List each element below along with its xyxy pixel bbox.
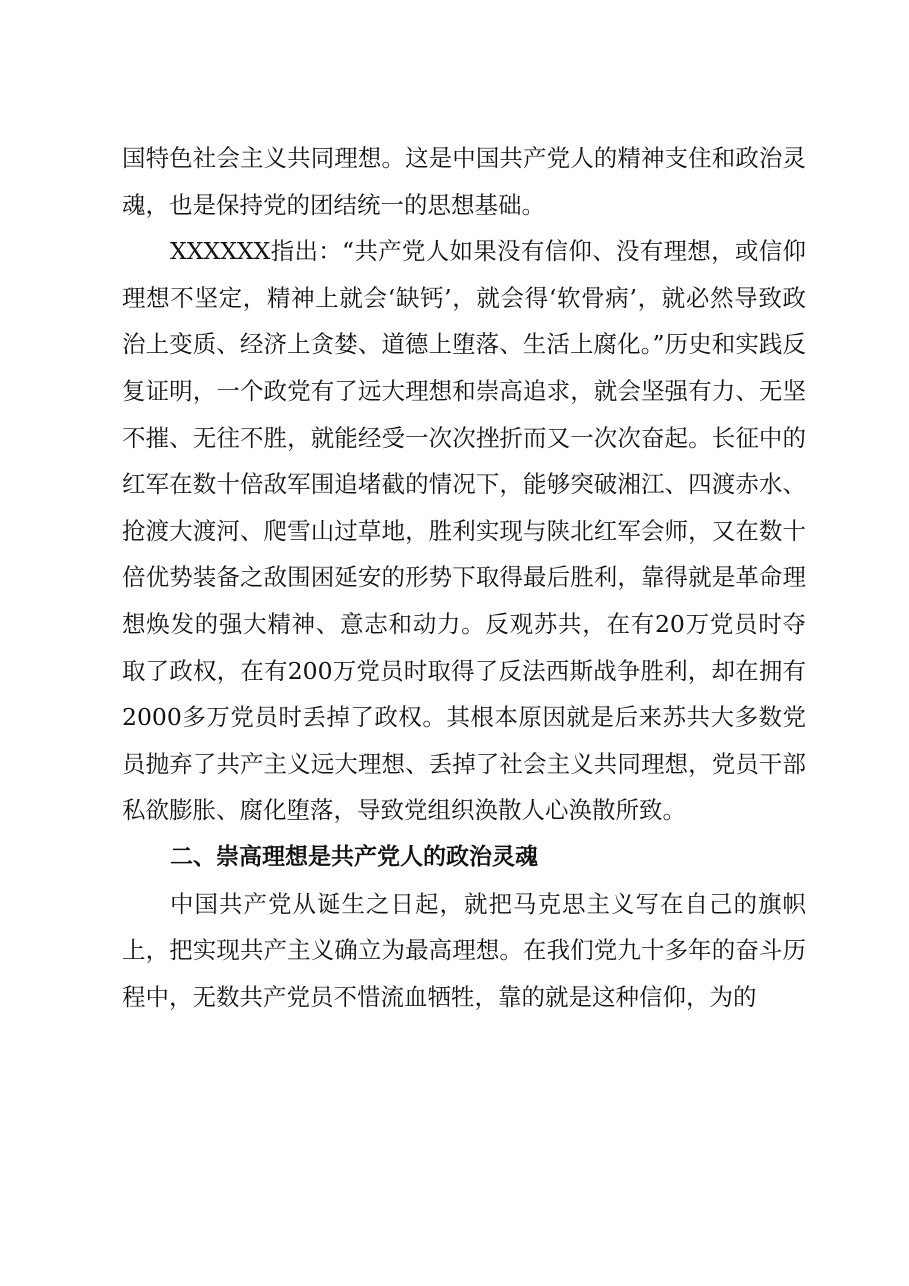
document-body xyxy=(122,135,806,1020)
paragraph-section-intro: 中国共产党从诞生之日起，就把马克思主义写在自己的旗帜上，把实现共产主义确立为最高理想。在我们党九十多年的奋斗历程中，无数共产党员不惜流血牺牲，靠的就是这种信仰，为的 xyxy=(122,889,806,1011)
section-heading: 二、崇高理想是共产党人的政治灵魂 xyxy=(170,843,538,870)
paragraph-quote: XXXXXX指出：“共产党人如果没有信仰、没有理想，或信仰理想不坚定，精神上就会‘缺钙’，就会得‘软骨病’，就必然导致政治上变质、经济上贪婪、道德上堕落、生活上腐化。”历史和实践反复证明，一个政党有了远大理想和崇高追求，就会坚强有力、无坚不摧、无往不胜，就能经受一次次挫折而又一次次奋起。长征中的红军在数十倍敌军围追堵截的情况下，能够突破湘江、四渡赤水、抢渡大渡河、爬雪山过草地，胜利实现与陕北红军会师，又在数十倍优势装备之敌围困延安的形势下取得最后胜利，靠得就是革命理想焕发的强大精神、意志和动力。反观苏共，在有20万党员时夺取了政权，在有200万党员时取得了反法西斯战争胜利，却在拥有2000多万党员时丢掉了政权。其根本原因就是后来苏共大多数党员抛弃了共产主义远大理想、丢掉了社会主义共同理想，党员干部私欲膨胀、腐化堕落，导致党组织涣散人心涣散所致。 xyxy=(122,237,806,825)
paragraph-continuation: 国特色社会主义共同理想。这是中国共产党人的精神支住和政治灵魂，也是保持党的团结统一的思想基础。 xyxy=(122,144,806,219)
